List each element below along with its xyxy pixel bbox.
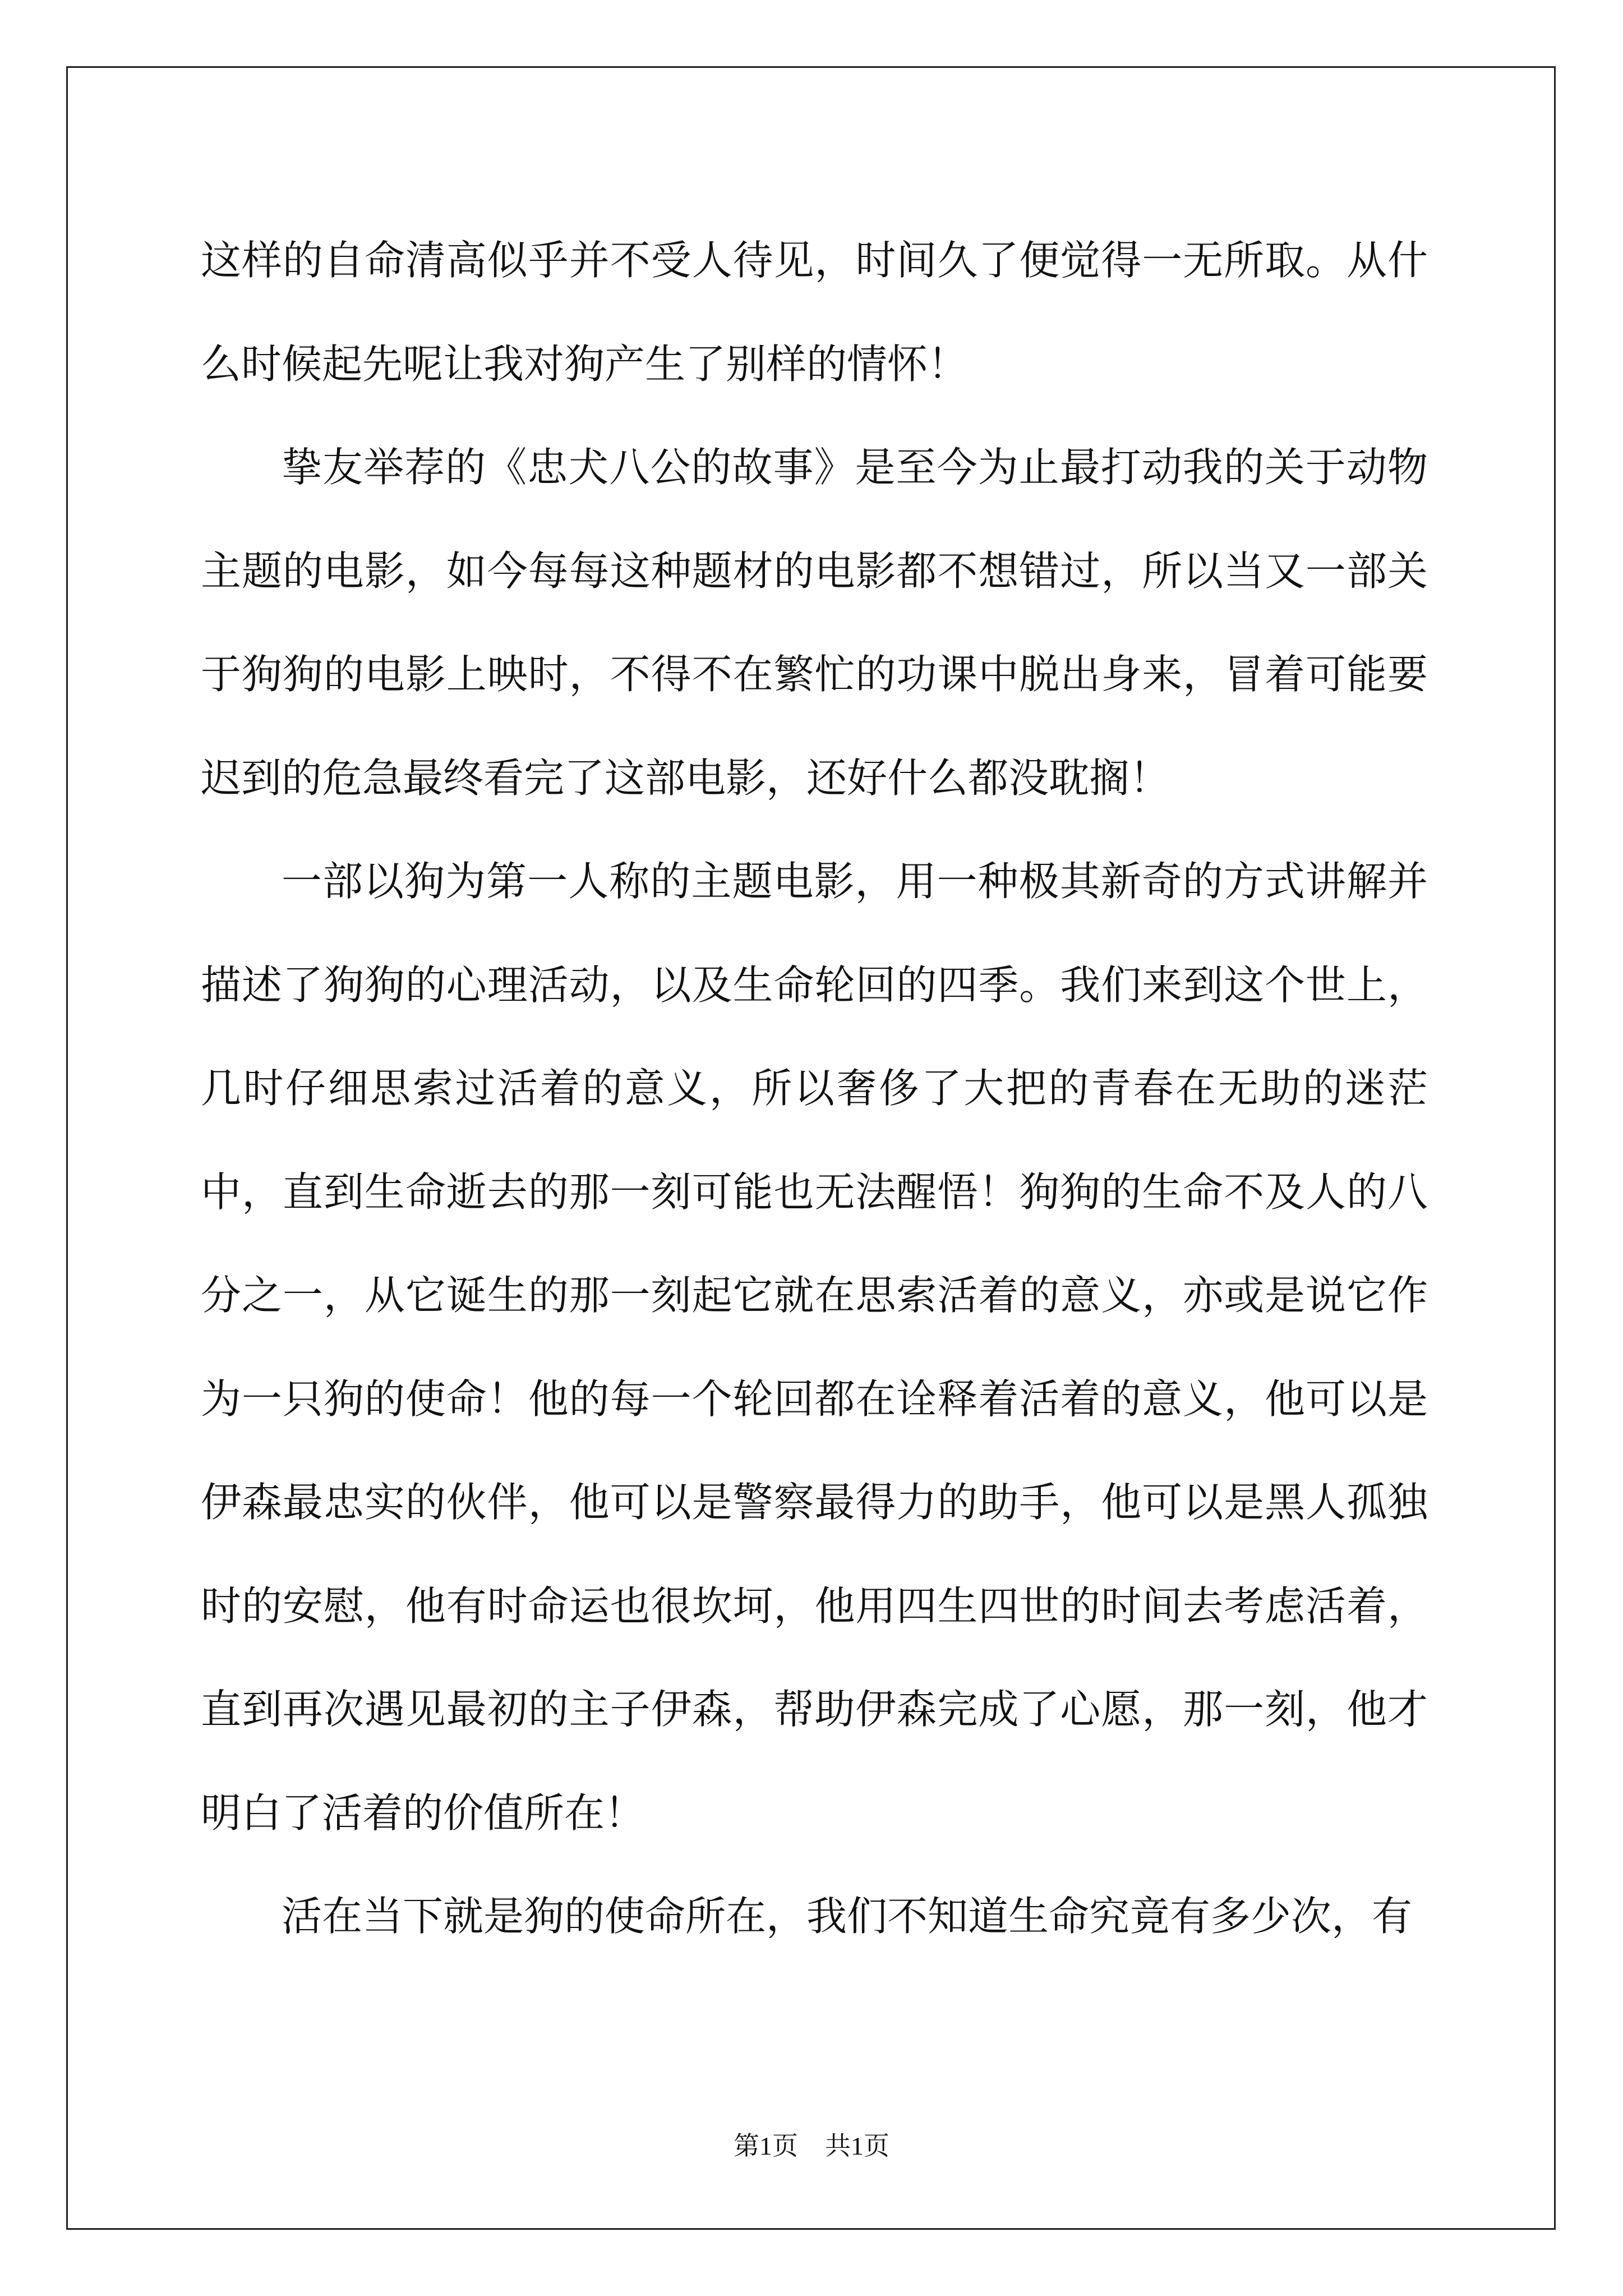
paragraph: 活在当下就是狗的使命所在，我们不知道生命究竟有多少次，有 — [282, 1893, 1413, 1940]
paragraph: 这样的自命清高似乎并不受人待见，时间久了便觉得一无所取。从什么时候起先呢让我对狗产生了别样的情怀！ — [201, 237, 1428, 388]
paragraph: 一部以狗为第一人称的主题电影，用一种极其新奇的方式讲解并描述了狗狗的心理活动，以及生命轮回的四季。我们来到这个世上，几时仔细思索过活着的意义，所以奢侈了大把的青春在无助的迷茫中，直到生命逝去的那一刻可能也无法醒悟！狗狗的生命不及人的八分之一，从它诞生的那一刻起它就在思索活着的意义，亦或是说它作为一只狗的使命！他的每一个轮回都在诠释着活着的意义，他可以是伊森最忠实的伙伴，他可以是警察最得力的助手，他可以是黑人孤独时的安慰，他有时命运也很坎坷，他用四生四世的时间去考虑活着，直到再次遇见最初的主子伊森，帮助伊森完成了心愿，那一刻，他才明白了活着的价值所在！ — [201, 858, 1428, 1837]
document-body — [201, 209, 1428, 1968]
page-total: 共1页 — [825, 2132, 889, 2160]
page-number: 第1页 — [734, 2132, 798, 2160]
paragraph: 挚友举荐的《忠犬八公的故事》是至今为止最打动我的关于动物主题的电影，如今每每这种题材的电影都不想错过，所以当又一部关于狗狗的电影上映时，不得不在繁忙的功课中脱出身来，冒着可能要迟到的危急最终看完了这部电影，还好什么都没耽搁！ — [201, 444, 1428, 802]
page-footer — [0, 2129, 1623, 2163]
